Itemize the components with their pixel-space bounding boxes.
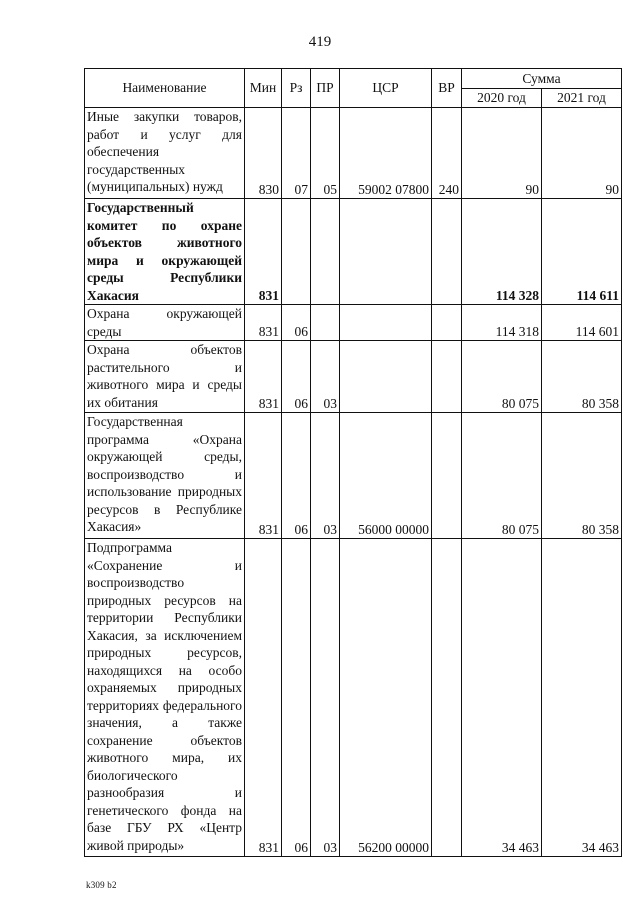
table-row	[85, 341, 622, 413]
row-rz	[282, 199, 311, 305]
table-row	[85, 539, 622, 857]
row-name: Государственная программа «Охрана окружающей среды, воспроизводство и использование природных ресурсов в Республике Хакасия»	[85, 413, 245, 539]
row-csr: 59002 07800	[340, 108, 432, 199]
row-2021: 114 601	[542, 305, 622, 341]
row-vr	[432, 539, 462, 857]
page-number: 419	[308, 34, 332, 50]
table-row	[85, 413, 622, 539]
row-name: Охрана объектов растительного и животного мира и среды их обитания	[85, 341, 245, 413]
table-row	[85, 108, 622, 199]
row-pr: 03	[311, 539, 340, 857]
header-name: Наименование	[85, 69, 245, 108]
row-pr: 03	[311, 413, 340, 539]
header-sum: Сумма	[462, 69, 622, 89]
row-2020: 34 463	[462, 539, 542, 857]
row-csr: 56000 00000	[340, 413, 432, 539]
header-year-2020: 2020 год	[462, 89, 542, 108]
row-csr	[340, 341, 432, 413]
row-pr: 03	[311, 341, 340, 413]
row-min: 831	[245, 199, 282, 305]
row-rz: 06	[282, 539, 311, 857]
row-2021: 80 358	[542, 413, 622, 539]
row-rz: 06	[282, 413, 311, 539]
row-2020: 90	[462, 108, 542, 199]
row-min: 831	[245, 305, 282, 341]
row-2020: 114 328	[462, 199, 542, 305]
row-2020: 80 075	[462, 341, 542, 413]
row-2020: 80 075	[462, 413, 542, 539]
row-vr	[432, 199, 462, 305]
row-name: Иные закупки товаров, работ и услуг для обеспечения государственных (муниципальных) нужд	[85, 108, 245, 199]
header-min: Мин	[245, 69, 282, 108]
row-pr: 05	[311, 108, 340, 199]
row-csr	[340, 199, 432, 305]
row-2021: 114 611	[542, 199, 622, 305]
row-min: 831	[245, 539, 282, 857]
table-row	[85, 305, 622, 341]
row-name: Государственный комитет по охране объектов животного мира и окружающей среды Республики Хакасия	[85, 199, 245, 305]
row-vr	[432, 413, 462, 539]
row-vr: 240	[432, 108, 462, 199]
row-min: 831	[245, 341, 282, 413]
row-rz: 06	[282, 305, 311, 341]
row-2020: 114 318	[462, 305, 542, 341]
row-vr	[432, 305, 462, 341]
budget-table	[84, 68, 622, 857]
header-pr: ПР	[311, 69, 340, 108]
row-min: 831	[245, 413, 282, 539]
row-2021: 34 463	[542, 539, 622, 857]
header-rz: Рз	[282, 69, 311, 108]
row-vr	[432, 341, 462, 413]
row-csr: 56200 00000	[340, 539, 432, 857]
row-name: Подпрограмма «Сохранение и воспроизводство природных ресурсов на территории Республики Хакасия, за исключением природных ресурсов, находящихся на особо охраняемых природных территориях федерального значения, а также сохранение объектов животного мира, их биологического разнообразия и генетического фонда на базе ГБУ РХ «Центр живой природы»	[85, 539, 245, 857]
row-pr	[311, 199, 340, 305]
row-csr	[340, 305, 432, 341]
row-2021: 80 358	[542, 341, 622, 413]
header-year-2021: 2021 год	[542, 89, 622, 108]
table-row	[85, 199, 622, 305]
row-rz: 07	[282, 108, 311, 199]
row-2021: 90	[542, 108, 622, 199]
header-csr: ЦСР	[340, 69, 432, 108]
header-vr: ВР	[432, 69, 462, 108]
row-pr	[311, 305, 340, 341]
row-rz: 06	[282, 341, 311, 413]
row-min: 830	[245, 108, 282, 199]
footer-code: k309 b2	[86, 880, 117, 890]
row-name: Охрана окружающей среды	[85, 305, 245, 341]
